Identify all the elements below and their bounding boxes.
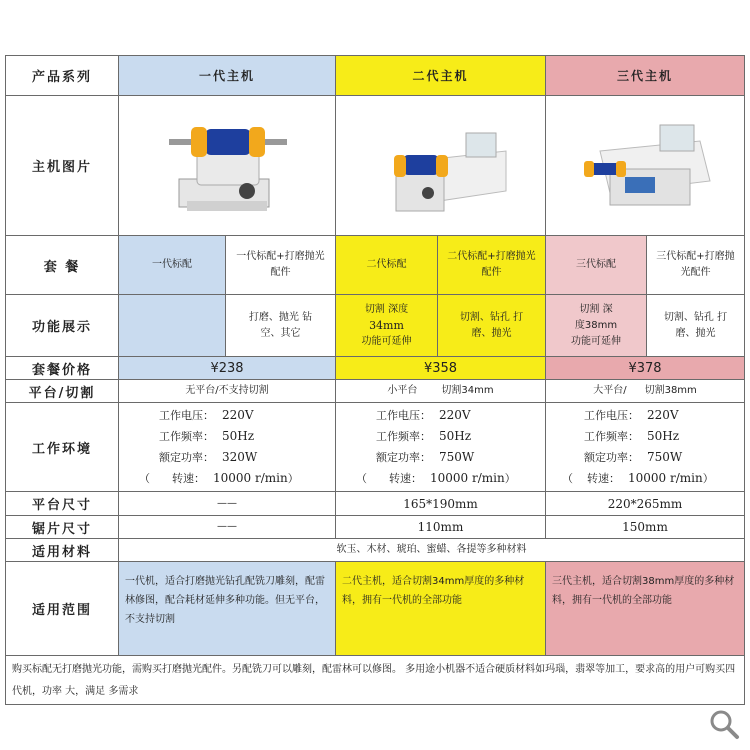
env-g3-power-label: 额定功率：	[584, 451, 639, 464]
env-g1-freq-label: 工作频率：	[159, 430, 214, 443]
row-label-package: 套 餐	[5, 235, 119, 295]
scope-g2: 二代主机，适合切割34mm厚度的多种材料，拥有一代机的全部功能	[335, 561, 546, 656]
env-g1-power-label: 额定功率：	[159, 451, 214, 464]
function-g3-basic	[545, 294, 647, 357]
function-g3-full: 切割、钻孔 打磨、抛光	[646, 294, 745, 357]
price-g2: ¥358	[335, 356, 546, 380]
env-g3-freq-label: 工作频率：	[584, 430, 639, 443]
env-g3-voltage: 220V	[647, 408, 679, 422]
function-g3-line1: 切割 深	[579, 303, 613, 315]
env-g1-freq: 50Hz	[222, 429, 255, 443]
scope-g3: 三代主机，适合切割38mm厚度的多种材料，拥有一代机的全部功能	[545, 561, 745, 656]
gen2-machine-image	[335, 95, 546, 236]
package-g2-basic: 二代标配	[335, 235, 438, 295]
row-label-platform-size: 平台尺寸	[5, 491, 119, 516]
function-g2-line3: 功能可延伸	[361, 335, 412, 347]
function-g1-full: 打磨、抛光 钻空、其它	[225, 294, 336, 357]
env-g3-power: 750W	[647, 450, 683, 464]
platform-cut-g2	[335, 379, 546, 403]
function-g3-line2: 度38mm	[574, 319, 618, 331]
scope-g1: 一代机，适合打磨抛光钻孔配铣刀雕刻，配雷林修图，配合耗材延伸多种功能。但无平台，不支持切割	[118, 561, 336, 656]
header-gen2: 二代主机	[335, 55, 546, 96]
env-g2-speed-label: 转速：	[389, 472, 422, 485]
env-g1-voltage: 220V	[222, 408, 254, 422]
row-label-scope: 适用范围	[5, 561, 119, 656]
env-g1-speed-label: 转速：	[172, 472, 205, 485]
platform-cut-g3-b: 切割38mm	[644, 385, 697, 396]
function-g2-line2: 34mm	[369, 318, 404, 332]
env-g3-speed: 10000 r/min	[628, 471, 703, 485]
row-label-main-image: 主机图片	[5, 95, 119, 236]
env-g1: 工作电压： 220V 工作频率： 50Hz 额定功率： 320W （ 转速： 10000 r/min）	[118, 402, 336, 492]
platform-cut-g3	[545, 379, 745, 403]
row-label-material: 适用材料	[5, 538, 119, 562]
price-g1: ¥238	[118, 356, 336, 380]
blade-size-g1: ——	[118, 515, 336, 539]
platform-cut-g2-a: 小平台	[387, 385, 418, 396]
material-text: 软玉、木材、琥珀、蜜蜡、各提等多种材料	[118, 538, 745, 562]
env-g2-power-label: 额定功率：	[376, 451, 431, 464]
platform-size-g3: 220*265mm	[545, 491, 745, 516]
env-g2-freq: 50Hz	[439, 429, 472, 443]
env-g2-voltage-label: 工作电压：	[376, 409, 431, 422]
package-g1-full: 一代标配+打磨抛光配件	[225, 235, 336, 295]
platform-size-g2: 165*190mm	[335, 491, 546, 516]
env-g3-freq: 50Hz	[647, 429, 680, 443]
platform-cut-g2-b: 切割34mm	[441, 385, 494, 396]
package-g3-basic: 三代标配	[545, 235, 647, 295]
package-g3-full: 三代标配+打磨抛光配件	[646, 235, 745, 295]
env-g2: 工作电压： 220V 工作频率： 50Hz 额定功率： 750W （ 转速： 10000 r/min）	[335, 402, 546, 492]
row-label-platform-cut: 平台/切割	[5, 379, 119, 403]
function-g2-line1: 切割 深度	[364, 303, 409, 315]
row-label-function: 功能展示	[5, 294, 119, 357]
platform-cut-g1: 无平台/不支持切割	[118, 379, 336, 403]
env-g2-power: 750W	[439, 450, 475, 464]
price-g3: ¥378	[545, 356, 745, 380]
platform-size-g1: ——	[118, 491, 336, 516]
gen1-machine-image	[118, 95, 336, 236]
blade-size-g2: 110mm	[335, 515, 546, 539]
function-g3-line3: 功能可延伸	[571, 335, 621, 347]
env-g2-voltage: 220V	[439, 408, 471, 422]
package-g2-full: 二代标配+打磨抛光配件	[437, 235, 546, 295]
env-g1-voltage-label: 工作电压：	[159, 409, 214, 422]
header-series-label: 产品系列	[5, 55, 119, 96]
env-g2-speed: 10000 r/min	[430, 471, 505, 485]
env-g3-voltage-label: 工作电压：	[584, 409, 639, 422]
header-gen3: 三代主机	[545, 55, 745, 96]
gen3-machine-image	[545, 95, 745, 236]
env-g1-speed: 10000 r/min	[213, 471, 288, 485]
header-gen1: 一代主机	[118, 55, 336, 96]
blade-size-g3: 150mm	[545, 515, 745, 539]
platform-cut-g3-a: 大平台/	[593, 385, 627, 396]
function-g1-basic	[118, 294, 226, 357]
row-label-blade-size: 锯片尺寸	[5, 515, 119, 539]
env-g3: 工作电压： 220V 工作频率： 50Hz 额定功率： 750W （ 转速： 10000 r/min）	[545, 402, 745, 492]
row-label-work-env: 工作环境	[5, 402, 119, 492]
env-g1-power: 320W	[222, 450, 258, 464]
package-g1-basic: 一代标配	[118, 235, 226, 295]
row-label-price: 套餐价格	[5, 356, 119, 380]
env-g3-speed-label: 转速：	[587, 472, 620, 485]
env-g2-freq-label: 工作频率：	[376, 430, 431, 443]
function-g2-full: 切割、钻孔 打磨、抛光	[437, 294, 546, 357]
footnote: 购买标配无打磨抛光功能，需购买打磨抛光配件。另配铣刀可以雕刻，配雷林可以修图。 多用途小机器不适合硬质材料如玛瑙，翡翠等加工，要求高的用户可购买四代机，功率 大，满足 多需求	[5, 655, 745, 705]
function-g2-basic	[335, 294, 438, 357]
zoom-icon[interactable]	[708, 708, 740, 740]
